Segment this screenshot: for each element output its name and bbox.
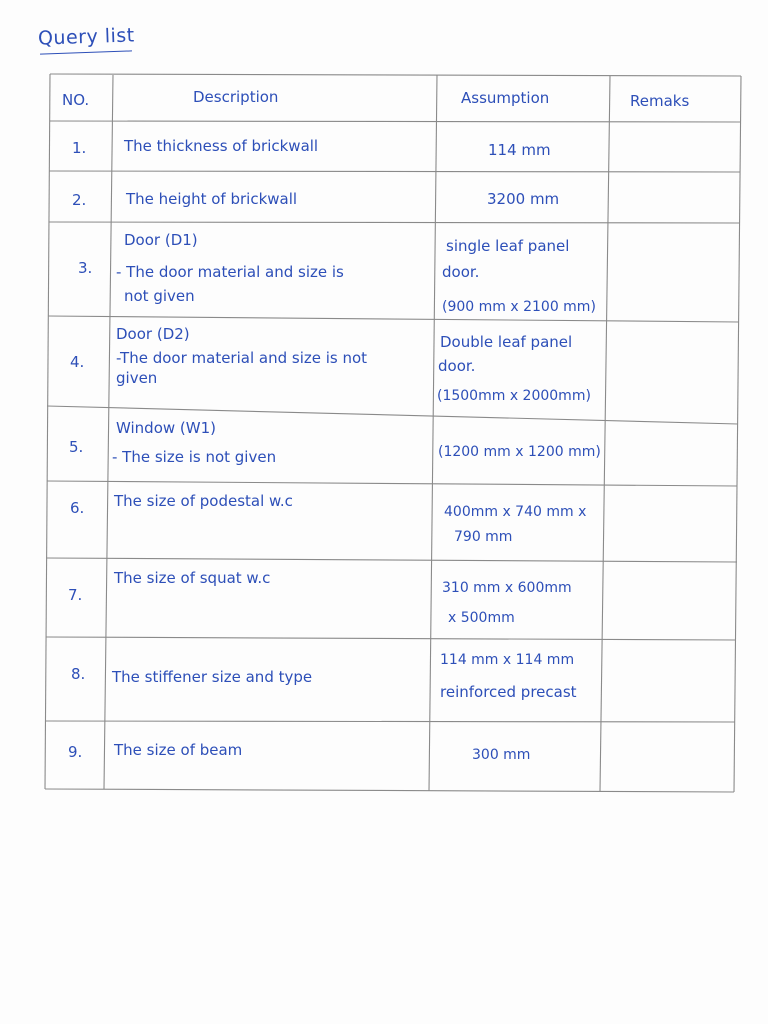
row-3-description-line2: - The door material and size is bbox=[116, 263, 344, 281]
row-4-description-line1: Door (D2) bbox=[116, 325, 190, 343]
header-no: NO. bbox=[62, 91, 90, 109]
row-9-assumption: 300 mm bbox=[472, 747, 531, 763]
row-7-assumption-line1: 310 mm x 600mm bbox=[442, 580, 572, 596]
row-7-description: The size of squat w.c bbox=[114, 569, 271, 587]
row-4-assumption-line3: (1500mm x 2000mm) bbox=[437, 388, 591, 404]
row-3-assumption-line3: (900 mm x 2100 mm) bbox=[442, 299, 596, 315]
row-2-no: 2. bbox=[72, 191, 87, 209]
row-1-description: The thickness of brickwall bbox=[124, 137, 319, 155]
row-8-no: 8. bbox=[71, 665, 86, 683]
row-5-description-line2: - The size is not given bbox=[112, 448, 277, 466]
row-3-assumption-line1: single leaf panel bbox=[446, 237, 570, 255]
row-8-assumption-line1: 114 mm x 114 mm bbox=[440, 652, 575, 668]
row-5-description-line1: Window (W1) bbox=[116, 419, 216, 437]
row-5-assumption: (1200 mm x 1200 mm) bbox=[438, 444, 601, 460]
row-8-assumption-line2: reinforced precast bbox=[440, 683, 577, 701]
row-6-no: 6. bbox=[70, 499, 85, 517]
header-description: Description bbox=[193, 88, 279, 106]
row-7-no: 7. bbox=[68, 586, 83, 604]
row-3-description-line1: Door (D1) bbox=[124, 231, 198, 249]
row-5-no: 5. bbox=[69, 438, 84, 456]
header-assumption: Assumption bbox=[461, 89, 550, 107]
row-2-description: The height of brickwall bbox=[126, 190, 298, 208]
row-4-assumption-line2: door. bbox=[438, 357, 476, 375]
row-1-no: 1. bbox=[72, 139, 87, 157]
row-2-assumption: 3200 mm bbox=[487, 190, 560, 208]
row-6-description: The size of podestal w.c bbox=[114, 492, 293, 510]
row-8-description: The stiffener size and type bbox=[112, 668, 313, 686]
row-4-description-line3: given bbox=[116, 369, 158, 387]
row-6-assumption-line1: 400mm x 740 mm x bbox=[444, 504, 587, 520]
row-9-description: The size of beam bbox=[114, 741, 243, 759]
row-4-assumption-line1: Double leaf panel bbox=[440, 333, 573, 351]
row-4-description-line2: -The door material and size is not bbox=[116, 349, 368, 367]
row-3-no: 3. bbox=[78, 259, 93, 277]
row-6-assumption-line2: 790 mm bbox=[454, 529, 513, 545]
row-4-no: 4. bbox=[70, 353, 85, 371]
header-remarks: Remaks bbox=[630, 92, 690, 110]
row-3-description-line3: not given bbox=[124, 287, 195, 305]
row-1-assumption: 114 mm bbox=[488, 141, 551, 159]
page-title: Query list bbox=[37, 24, 136, 50]
row-9-no: 9. bbox=[68, 743, 83, 761]
row-3-assumption-line2: door. bbox=[442, 263, 480, 281]
row-7-assumption-line2: x 500mm bbox=[448, 610, 515, 626]
